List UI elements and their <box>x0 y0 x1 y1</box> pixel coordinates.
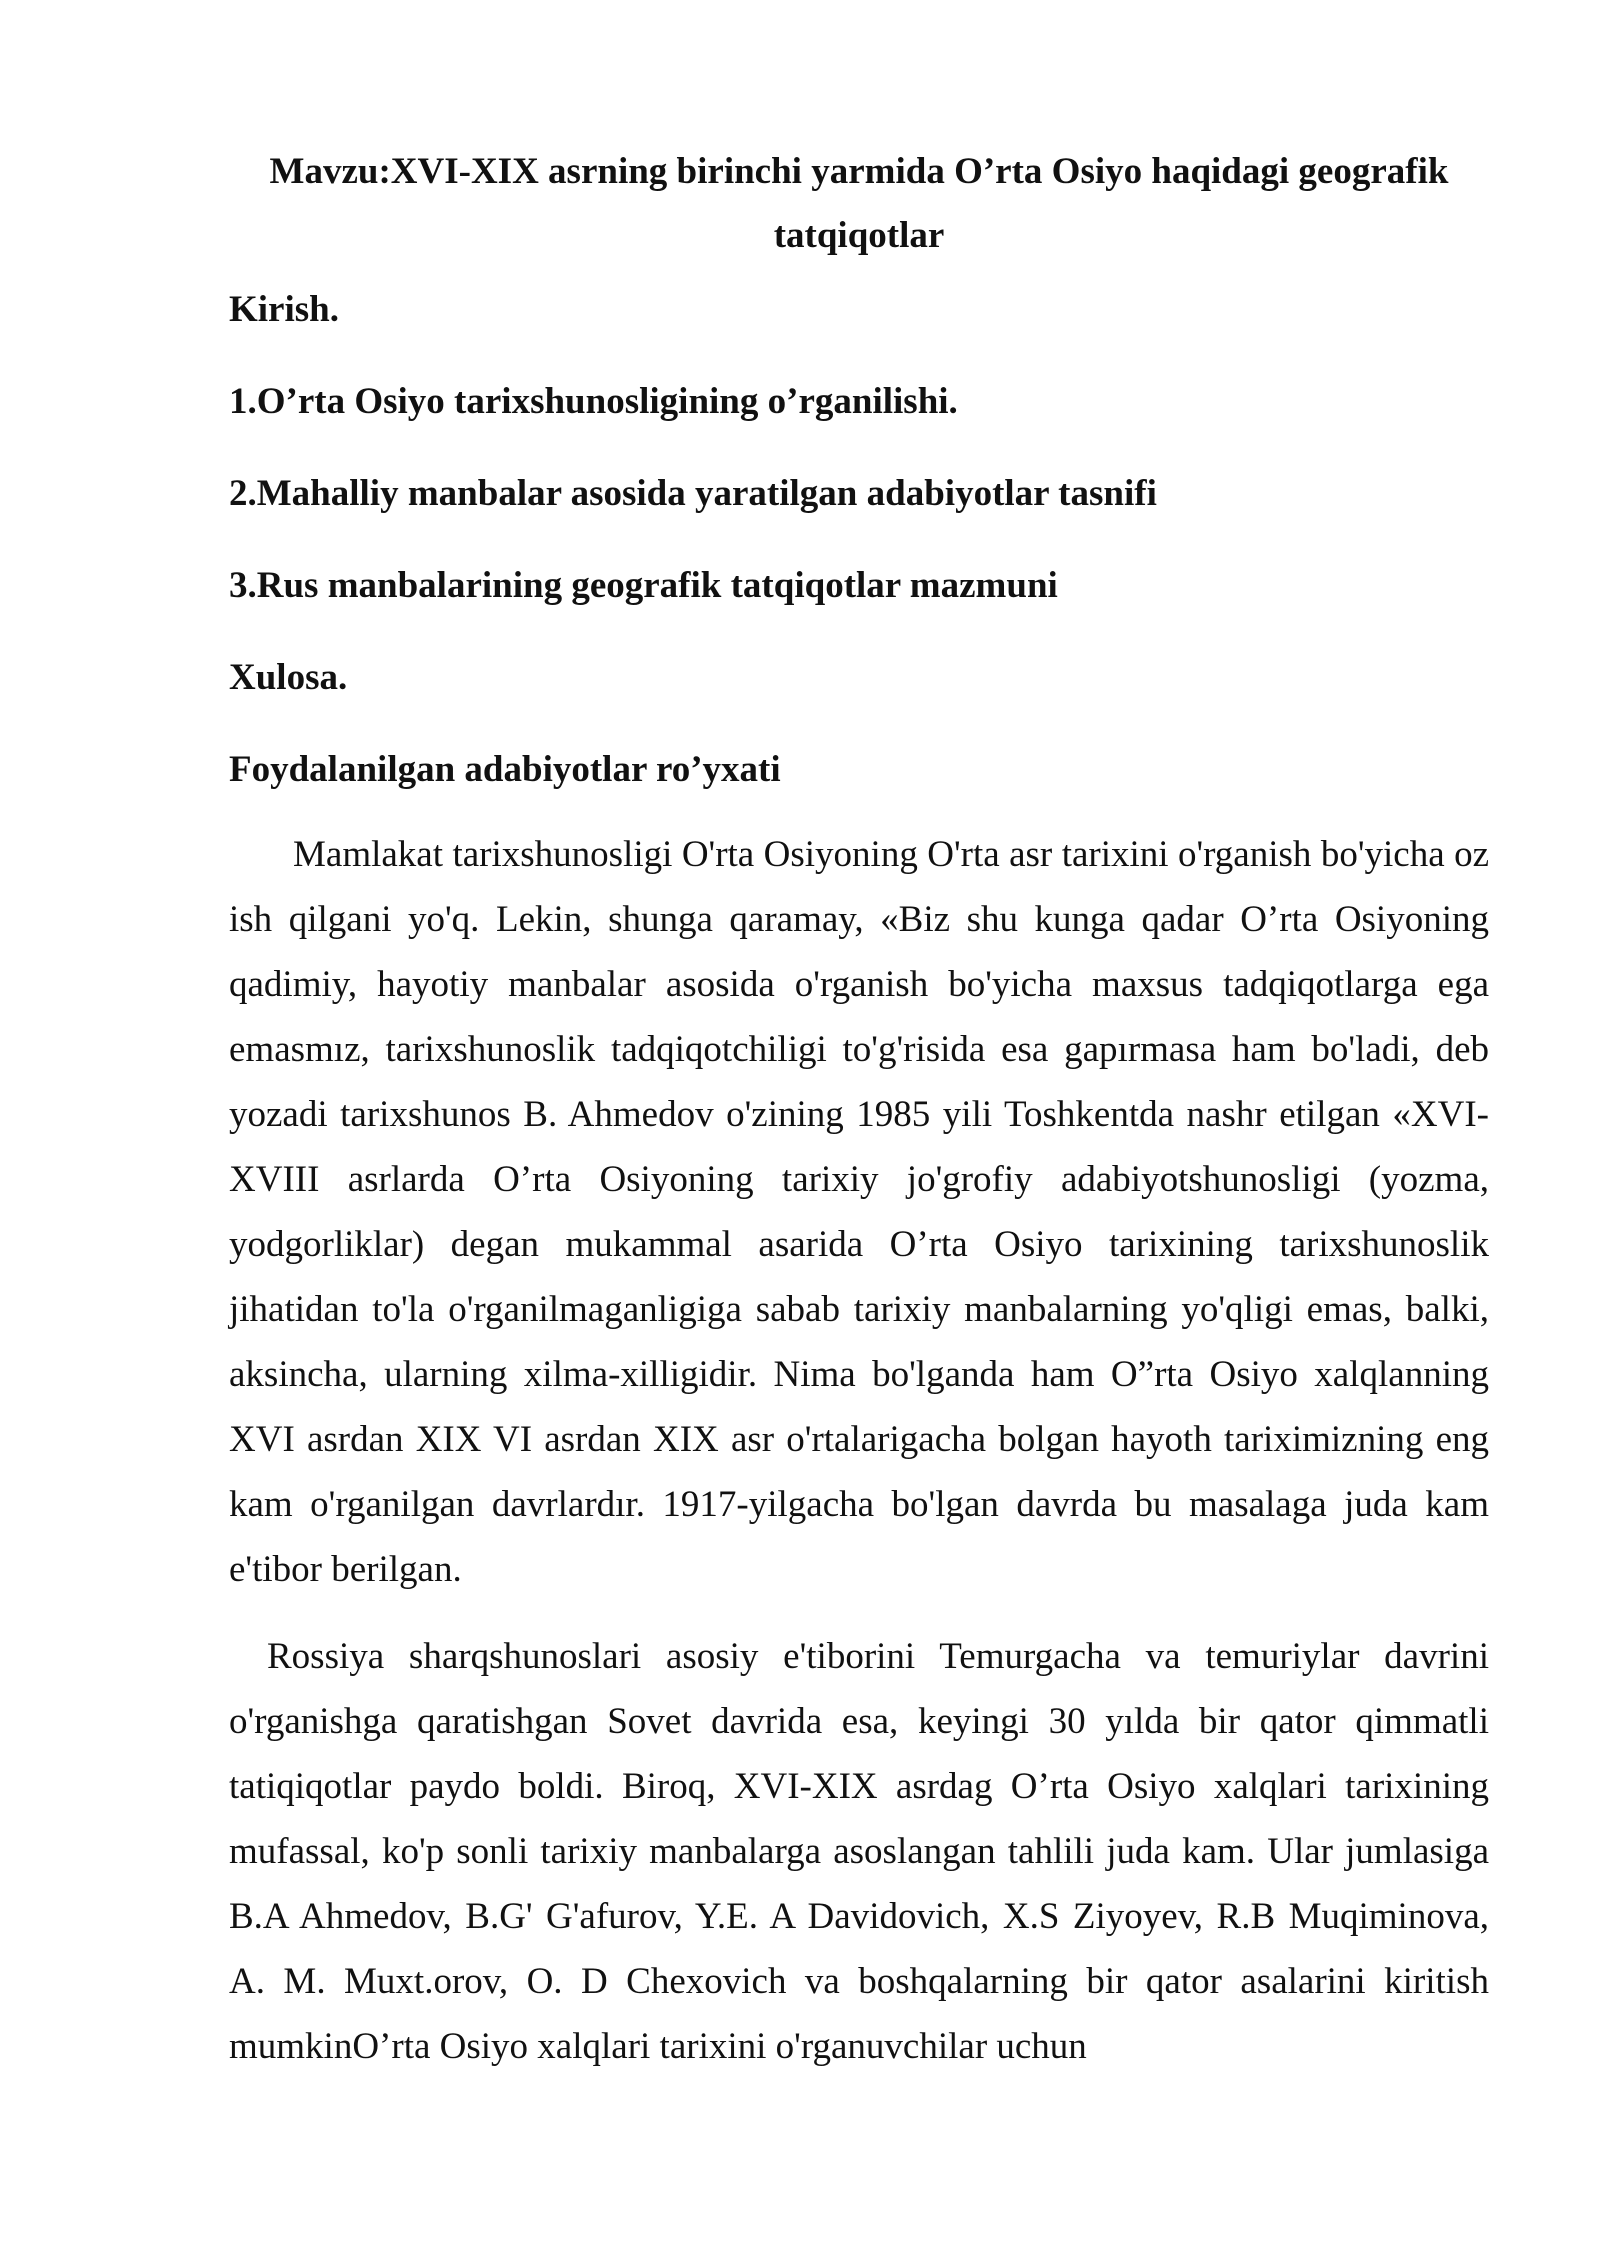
outline-item-1: 1.O’rta Osiyo tarixshunosligining o’rganilishi. <box>229 381 958 422</box>
outline-item-2: 2.Mahalliy manbalar asosida yaratilgan adabiyotlar tasnifi <box>229 473 1157 514</box>
outline-list <box>229 288 1489 792</box>
body-paragraph-1: Mamlakat tarixshunosligi O'rta Osiyoning O'rta asr tarixini o'rganish bo'yicha oz ish qilgani yo'q. Lekin, shunga qaramay, «Biz shu kunga qadar O’rta Osiyoning qadimiy, hayotiy manbalar asosida o'rganish bo'yicha maxsus tadqiqotlarga ega emasmız, tarixshunoslik tadqiqotchiligi to'g'risida esa gapırmasa ham bo'ladi, deb yozadi tarixshunos B. Ahmedov o'zining 1985 yili Toshkentda nashr etilgan «XVI-XVIII asrlarda O’rta Osiyoning tarixiy jo'grofiy adabiyotshunosligi (yozma, yodgorliklar) degan mukammal asarida O’rta Osiyo tarixining tarixshunoslik jihatidan to'la o'rganilmaganligiga sabab tarixiy manbalarning yo'qligi emas, balki, aksincha, ularning xilma-xilligidir. Nima bo'lganda ham O”rta Osiyo xalqlanning XVI asrdan XIX VI asrdan XIX asr o'rtalarigacha bolgan hayoth tariximizning eng kam o'rganilgan davrlardır. 1917-yilgacha bo'lgan davrda bu masalaga juda kam e'tibor berilgan. <box>229 834 1489 1590</box>
outline-item-intro: Kirish. <box>229 289 339 330</box>
document-title: Mavzu:XVI-XIX asrning birinchi yarmida O’rta Osiyo haqidagi geografik tatqiqotlar <box>269 151 1449 256</box>
document-page <box>229 140 1489 2079</box>
outline-item-references: Foydalanilgan adabiyotlar ro’yxati <box>229 749 781 790</box>
body-paragraph-2: Rossiya sharqshunoslari asosiy e'tiborini Temurgacha va temuriylar davrini o'rganishga qaratishgan Sovet davrida esa, keyingi 30 yılda bir qator qimmatli tatiqiqotlar paydo boldi. Biroq, XVI-XIX asrdag O’rta Osiyo xalqlari tarixining mufassal, ko'p sonli tarixiy manbalarga asoslangan tahlili juda kam. Ular jumlasiga B.A Ahmedov, B.G' G'afurov, Y.E. A Davidovich, X.S Ziyoyev, R.B Muqiminova, A. M. Muxt.orov, O. D Chexovich va boshqalarning bir qator asalarini kiritish mumkinO’rta Osiyo xalqlari tarixini o'rganuvchilar uchun <box>229 1636 1489 2067</box>
outline-item-3: 3.Rus manbalarining geografik tatqiqotlar mazmuni <box>229 565 1058 606</box>
outline-item-conclusion: Xulosa. <box>229 657 348 698</box>
